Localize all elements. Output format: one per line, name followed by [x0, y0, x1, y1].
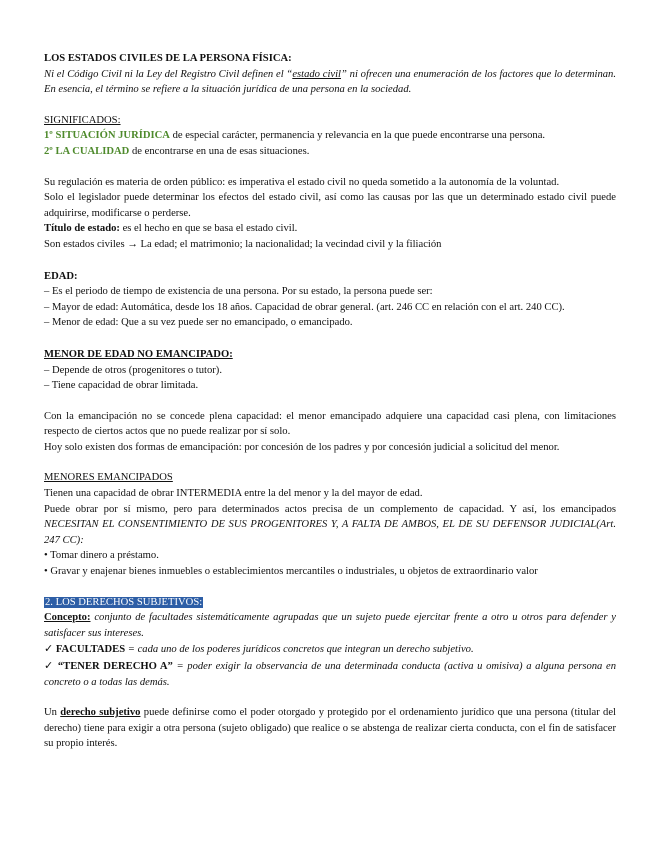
- emancipados-capacidad-line: Tienen una capacidad de obrar INTERMEDIA entre la del menor y la del mayor de edad.: [44, 488, 423, 500]
- estados-civiles-list-line: Son estados civiles → La edad; el matrimonio; la nacionalidad; la vecindad civil y la filiación: [44, 238, 442, 250]
- edad-line-3: – Menor de edad: Que a su vez puede ser no emancipado, o emancipado.: [44, 317, 353, 329]
- edad-line-2: – Mayor de edad: Automática, desde los 18 años. Capacidad de obrar general. (art. 246 CC en relación con el art. 240 CC).: [44, 301, 565, 313]
- intro-paragraph: [44, 67, 616, 98]
- significado-1: [44, 128, 616, 144]
- edad-line-1: – Es el periodo de tiempo de existencia de una persona. Por su estado, la persona puede ser:: [44, 286, 433, 298]
- formas-emancipacion-paragraph: Hoy solo existen dos formas de emancipación: por concesión de los padres y por concesión judicial a solicitud del menor.: [44, 441, 560, 453]
- facultades-line: [44, 641, 616, 658]
- document-page: [44, 51, 616, 752]
- emancipados-obrar-paragraph: [44, 502, 616, 549]
- intro-term-estado-civil: estado civil: [292, 68, 341, 80]
- menor-line-1: – Depende de otros (progenitores o tutor).: [44, 364, 222, 376]
- emancipados-consentimiento-text: NECESITAN EL CONSENTIMIENTO DE SUS PROGENITORES Y, A FALTA DE AMBOS, EL DE SU DEFENSOR JUDICIAL(Art. 247 CC):: [44, 519, 616, 546]
- concepto-label: Concepto:: [44, 612, 91, 624]
- titulo-estado-line: [44, 221, 616, 237]
- titulo-estado-text: es el hecho en que se basa el estado civil.: [119, 223, 298, 235]
- intro-text-b: ” ni ofrecen una enumeración de los factores que lo determinan. En esencia, el término se refiere a la situación jurídica de una persona en la sociedad.: [44, 68, 616, 96]
- menor-no-emancipado-heading: MENOR DE EDAD NO EMANCIPADO:: [44, 348, 233, 360]
- checkmark-icon: ✓: [44, 659, 55, 672]
- concepto-text: conjunto de facultades sistemáticamente agrupadas que un sujeto puede ejercitar frente a otro u otros para defender y satisfacer sus intereses.: [44, 612, 616, 639]
- checkmark-icon: ✓: [44, 642, 54, 656]
- tener-derecho-text: = poder exigir la observancia de una determinada conducta (activa u omisiva) a alguna persona en concreto o a todas las demás.: [44, 661, 616, 688]
- emancipados-bullet-2: • Gravar y enajenar bienes inmuebles o establecimientos mercantiles o industriales, u objetos de extraordinario valor: [44, 566, 538, 578]
- emancipados-bullet-1: • Tomar dinero a préstamo.: [44, 550, 159, 562]
- regulacion-paragraph: Su regulación es materia de orden público: es imperativa el estado civil no queda sometido a la autonomía de la voluntad.: [44, 176, 560, 188]
- derechos-subjetivos-heading-line: [44, 595, 616, 611]
- derecho-subjetivo-definition: [44, 705, 616, 752]
- significado-2-label: 2º LA CUALIDAD: [44, 145, 130, 157]
- tener-derecho-line: [44, 658, 616, 690]
- facultades-text: = cada uno de los poderes jurídicos concretos que integran un derecho subjetivo.: [125, 644, 474, 656]
- significado-2: [44, 144, 616, 160]
- legislador-paragraph: Solo el legislador puede determinar los efectos del estado civil, así como las causas por las que un determinado estado civil puede adquirirse, modificarse o perderse.: [44, 192, 616, 219]
- tener-derecho-label: “TENER DERECHO A”: [57, 661, 173, 672]
- concepto-paragraph: [44, 610, 616, 641]
- intro-text-a: Ni el Código Civil ni la Ley del Registro Civil definen el “: [44, 68, 293, 80]
- significados-heading: SIGNIFICADOS:: [44, 114, 121, 126]
- edad-heading: EDAD:: [44, 270, 78, 282]
- significado-1-text: de especial carácter, permanencia y relevancia en la que puede encontrarse una persona.: [169, 130, 546, 142]
- definition-term: derecho subjetivo: [60, 707, 141, 719]
- titulo-estado-label: Título de estado:: [44, 223, 120, 235]
- emancipados-obrar-text: Puede obrar por sí mismo, pero para determinados actos precisa de un complemento de capacidad. Y así, los emancipados: [44, 503, 616, 515]
- emancipacion-paragraph: Con la emancipación no se concede plena capacidad: el menor emancipado adquiere una capacidad casi plena, con limitaciones respecto de ciertos actos que no puede realizar por sí solo.: [44, 410, 616, 438]
- definition-text-b: puede definirse como el poder otorgado y protegido por el ordenamiento jurídico que una persona (titular del derecho) tiene para exigir a otra persona (sujeto obligado) que realice o se abstenga de realizar cierta conducta, con el fin de satisfacer su propio interés.: [44, 707, 616, 750]
- menor-line-2: – Tiene capacidad de obrar limitada.: [44, 380, 199, 392]
- definition-text-a: Un: [44, 707, 61, 719]
- significado-2-text: de encontrarse en una de esas situaciones.: [129, 145, 310, 157]
- facultades-label: FACULTADES: [55, 644, 126, 656]
- derechos-subjetivos-heading: 2. LOS DERECHOS SUBJETIVOS:: [45, 596, 203, 608]
- significado-1-label: 1º SITUACIÓN JURÍDICA: [44, 130, 170, 142]
- section-title-estados-civiles: LOS ESTADOS CIVILES DE LA PERSONA FÍSICA:: [44, 53, 292, 64]
- menores-emancipados-heading: MENORES EMANCIPADOS: [44, 472, 173, 484]
